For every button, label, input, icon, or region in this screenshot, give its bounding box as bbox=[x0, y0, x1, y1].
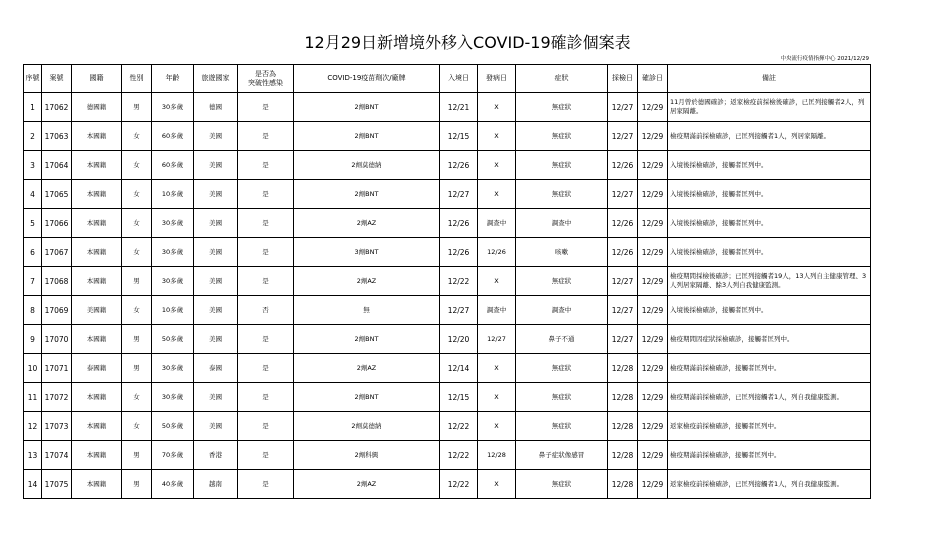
cell-age: 30多歲 bbox=[152, 267, 194, 296]
cell-sample: 12/26 bbox=[608, 209, 638, 238]
table-row bbox=[24, 325, 871, 354]
table-row bbox=[24, 412, 871, 441]
cell-nationality: 美國籍 bbox=[72, 296, 122, 325]
cell-age: 40多歲 bbox=[152, 470, 194, 499]
cell-breakthrough: 是 bbox=[238, 238, 294, 267]
cell-case: 17066 bbox=[42, 209, 72, 238]
cell-onset: 12/26 bbox=[478, 238, 516, 267]
cell-onset: 12/28 bbox=[478, 441, 516, 470]
cell-symptom: 無症狀 bbox=[516, 93, 608, 122]
cell-sex: 男 bbox=[122, 441, 152, 470]
cell-symptom: 鼻子不通 bbox=[516, 325, 608, 354]
cell-no: 13 bbox=[24, 441, 42, 470]
cell-no: 4 bbox=[24, 180, 42, 209]
cell-no: 2 bbox=[24, 122, 42, 151]
cell-no: 12 bbox=[24, 412, 42, 441]
cell-vaccine: 2劑科興 bbox=[294, 441, 440, 470]
cell-note: 入境後採檢確診，接觸者匡列中。 bbox=[668, 296, 871, 325]
cell-symptom: 無症狀 bbox=[516, 267, 608, 296]
cell-vaccine: 2劑BNT bbox=[294, 383, 440, 412]
cell-note: 11月曾於德國確診；返家檢疫前採檢後確診，已匡列接觸者2人，列居家隔離。 bbox=[668, 93, 871, 122]
table-row bbox=[24, 441, 871, 470]
cell-country: 美國 bbox=[194, 180, 238, 209]
cell-sample: 12/26 bbox=[608, 151, 638, 180]
table-row bbox=[24, 151, 871, 180]
cell-entry: 12/20 bbox=[440, 325, 478, 354]
cell-entry: 12/26 bbox=[440, 151, 478, 180]
case-table-header bbox=[24, 65, 871, 93]
cell-sample: 12/27 bbox=[608, 296, 638, 325]
cell-vaccine: 2劑AZ bbox=[294, 267, 440, 296]
cell-nationality: 本國籍 bbox=[72, 209, 122, 238]
cell-vaccine: 2劑AZ bbox=[294, 209, 440, 238]
cell-symptom: 調查中 bbox=[516, 296, 608, 325]
col-header-vaccine: COVID-19疫苗劑次/廠牌 bbox=[294, 65, 440, 93]
cell-symptom: 咳嗽 bbox=[516, 238, 608, 267]
cell-age: 60多歲 bbox=[152, 122, 194, 151]
cell-onset: X bbox=[478, 180, 516, 209]
cell-symptom: 無症狀 bbox=[516, 412, 608, 441]
cell-entry: 12/21 bbox=[440, 93, 478, 122]
cell-no: 8 bbox=[24, 296, 42, 325]
cell-case: 17070 bbox=[42, 325, 72, 354]
table-row bbox=[24, 180, 871, 209]
col-header-case: 案號 bbox=[42, 65, 72, 93]
cell-country: 美國 bbox=[194, 412, 238, 441]
cell-vaccine: 2劑莫德納 bbox=[294, 151, 440, 180]
cell-sample: 12/27 bbox=[608, 325, 638, 354]
cell-vaccine: 2劑AZ bbox=[294, 354, 440, 383]
cell-confirmed: 12/29 bbox=[638, 238, 668, 267]
cell-confirmed: 12/29 bbox=[638, 441, 668, 470]
cell-confirmed: 12/29 bbox=[638, 93, 668, 122]
cell-no: 11 bbox=[24, 383, 42, 412]
col-header-symptom: 症狀 bbox=[516, 65, 608, 93]
cell-onset: X bbox=[478, 151, 516, 180]
cell-note: 返家檢疫前採檢確診，已匡列接觸者1人，列自我健康監測。 bbox=[668, 470, 871, 499]
cell-entry: 12/22 bbox=[440, 470, 478, 499]
cell-no: 5 bbox=[24, 209, 42, 238]
cell-entry: 12/22 bbox=[440, 267, 478, 296]
cell-age: 30多歲 bbox=[152, 238, 194, 267]
cell-breakthrough: 是 bbox=[238, 441, 294, 470]
cell-country: 美國 bbox=[194, 238, 238, 267]
cell-note: 返家檢疫前採檢確診，接觸者匡列中。 bbox=[668, 412, 871, 441]
cell-sample: 12/28 bbox=[608, 470, 638, 499]
cell-age: 30多歲 bbox=[152, 93, 194, 122]
cell-sex: 女 bbox=[122, 122, 152, 151]
col-header-breakthrough: 是否為 突破性感染 bbox=[238, 65, 294, 93]
cell-breakthrough: 是 bbox=[238, 180, 294, 209]
table-row bbox=[24, 383, 871, 412]
cell-sex: 女 bbox=[122, 238, 152, 267]
cell-vaccine: 2劑BNT bbox=[294, 122, 440, 151]
col-header-onset: 發病日 bbox=[478, 65, 516, 93]
cell-symptom: 無症狀 bbox=[516, 470, 608, 499]
cell-no: 10 bbox=[24, 354, 42, 383]
cell-breakthrough: 是 bbox=[238, 325, 294, 354]
cell-sex: 女 bbox=[122, 151, 152, 180]
cell-country: 美國 bbox=[194, 122, 238, 151]
cell-country: 德國 bbox=[194, 93, 238, 122]
cell-sample: 12/27 bbox=[608, 267, 638, 296]
cell-nationality: 本國籍 bbox=[72, 151, 122, 180]
cell-case: 17075 bbox=[42, 470, 72, 499]
cell-case: 17064 bbox=[42, 151, 72, 180]
cell-country: 泰國 bbox=[194, 354, 238, 383]
cell-entry: 12/15 bbox=[440, 122, 478, 151]
col-header-sex: 性別 bbox=[122, 65, 152, 93]
cell-onset: X bbox=[478, 470, 516, 499]
cell-confirmed: 12/29 bbox=[638, 470, 668, 499]
cell-breakthrough: 是 bbox=[238, 93, 294, 122]
cell-sex: 男 bbox=[122, 325, 152, 354]
cell-case: 17067 bbox=[42, 238, 72, 267]
cell-breakthrough: 是 bbox=[238, 267, 294, 296]
cell-country: 美國 bbox=[194, 209, 238, 238]
cell-case: 17062 bbox=[42, 93, 72, 122]
table-row bbox=[24, 122, 871, 151]
cell-age: 50多歲 bbox=[152, 412, 194, 441]
cell-onset: 調查中 bbox=[478, 209, 516, 238]
cell-case: 17063 bbox=[42, 122, 72, 151]
cell-breakthrough: 是 bbox=[238, 151, 294, 180]
cell-entry: 12/26 bbox=[440, 238, 478, 267]
cell-sex: 男 bbox=[122, 354, 152, 383]
cell-note: 入境後採檢確診，接觸者匡列中。 bbox=[668, 209, 871, 238]
cell-sample: 12/28 bbox=[608, 412, 638, 441]
col-header-country: 旅遊國家 bbox=[194, 65, 238, 93]
table-row bbox=[24, 354, 871, 383]
cell-confirmed: 12/29 bbox=[638, 383, 668, 412]
cell-vaccine: 2劑BNT bbox=[294, 180, 440, 209]
cell-breakthrough: 是 bbox=[238, 383, 294, 412]
cell-age: 30多歲 bbox=[152, 383, 194, 412]
cell-age: 30多歲 bbox=[152, 209, 194, 238]
cell-sex: 女 bbox=[122, 180, 152, 209]
col-header-entry: 入境日 bbox=[440, 65, 478, 93]
cell-no: 14 bbox=[24, 470, 42, 499]
cell-sex: 男 bbox=[122, 267, 152, 296]
cell-symptom: 調查中 bbox=[516, 209, 608, 238]
cell-entry: 12/15 bbox=[440, 383, 478, 412]
case-table-body bbox=[24, 93, 871, 499]
cell-case: 17065 bbox=[42, 180, 72, 209]
table-row bbox=[24, 209, 871, 238]
cell-case: 17068 bbox=[42, 267, 72, 296]
case-table bbox=[23, 64, 871, 499]
cell-no: 1 bbox=[24, 93, 42, 122]
cell-age: 10多歲 bbox=[152, 180, 194, 209]
cell-onset: 調查中 bbox=[478, 296, 516, 325]
cell-country: 美國 bbox=[194, 383, 238, 412]
cell-confirmed: 12/29 bbox=[638, 267, 668, 296]
cell-onset: X bbox=[478, 93, 516, 122]
cell-confirmed: 12/29 bbox=[638, 151, 668, 180]
cell-sex: 女 bbox=[122, 296, 152, 325]
table-row bbox=[24, 470, 871, 499]
source-note: 中央流行疫情指揮中心 2021/12/29 bbox=[780, 56, 869, 62]
cell-sample: 12/27 bbox=[608, 122, 638, 151]
cell-sex: 男 bbox=[122, 470, 152, 499]
cell-case: 17071 bbox=[42, 354, 72, 383]
cell-sample: 12/27 bbox=[608, 93, 638, 122]
cell-breakthrough: 是 bbox=[238, 122, 294, 151]
cell-breakthrough: 是 bbox=[238, 412, 294, 441]
cell-age: 10多歲 bbox=[152, 296, 194, 325]
cell-breakthrough: 否 bbox=[238, 296, 294, 325]
cell-onset: X bbox=[478, 383, 516, 412]
table-row bbox=[24, 93, 871, 122]
cell-confirmed: 12/29 bbox=[638, 209, 668, 238]
cell-country: 香港 bbox=[194, 441, 238, 470]
cell-symptom: 無症狀 bbox=[516, 122, 608, 151]
cell-confirmed: 12/29 bbox=[638, 354, 668, 383]
cell-entry: 12/22 bbox=[440, 412, 478, 441]
cell-nationality: 本國籍 bbox=[72, 325, 122, 354]
cell-vaccine: 無 bbox=[294, 296, 440, 325]
header-row bbox=[24, 65, 871, 93]
cell-case: 17072 bbox=[42, 383, 72, 412]
cell-confirmed: 12/29 bbox=[638, 122, 668, 151]
table-row bbox=[24, 267, 871, 296]
cell-case: 17074 bbox=[42, 441, 72, 470]
cell-note: 檢疫期滿前採檢確診，已匡列接觸者1人，列自我健康監測。 bbox=[668, 383, 871, 412]
cell-note: 檢疫期滿前採檢確診，接觸者匡列中。 bbox=[668, 441, 871, 470]
cell-age: 70多歲 bbox=[152, 441, 194, 470]
col-header-age: 年齡 bbox=[152, 65, 194, 93]
cell-entry: 12/14 bbox=[440, 354, 478, 383]
cell-country: 美國 bbox=[194, 296, 238, 325]
cell-note: 檢疫期間採檢後確診；已匡列接觸者19人，13人列自主健康管理、3人列居家隔離、餘3人列自我健康監測。 bbox=[668, 267, 871, 296]
cell-sample: 12/28 bbox=[608, 441, 638, 470]
col-header-confirmed: 確診日 bbox=[638, 65, 668, 93]
cell-entry: 12/27 bbox=[440, 296, 478, 325]
table-row bbox=[24, 238, 871, 267]
cell-nationality: 本國籍 bbox=[72, 238, 122, 267]
cell-vaccine: 2劑BNT bbox=[294, 93, 440, 122]
cell-breakthrough: 是 bbox=[238, 209, 294, 238]
cell-nationality: 本國籍 bbox=[72, 441, 122, 470]
col-header-sample: 採檢日 bbox=[608, 65, 638, 93]
cell-onset: X bbox=[478, 354, 516, 383]
cell-symptom: 無症狀 bbox=[516, 354, 608, 383]
cell-country: 美國 bbox=[194, 151, 238, 180]
cell-confirmed: 12/29 bbox=[638, 325, 668, 354]
cell-symptom: 無症狀 bbox=[516, 383, 608, 412]
cell-sample: 12/26 bbox=[608, 238, 638, 267]
cell-country: 美國 bbox=[194, 267, 238, 296]
document-title: 12月29日新增境外移入COVID-19確診個案表 bbox=[304, 33, 631, 52]
cell-sample: 12/28 bbox=[608, 383, 638, 412]
cell-nationality: 本國籍 bbox=[72, 180, 122, 209]
cell-nationality: 本國籍 bbox=[72, 267, 122, 296]
cell-vaccine: 2劑BNT bbox=[294, 325, 440, 354]
cell-no: 9 bbox=[24, 325, 42, 354]
cell-note: 入境後採檢確診，接觸者匡列中。 bbox=[668, 238, 871, 267]
cell-breakthrough: 是 bbox=[238, 354, 294, 383]
cell-vaccine: 3劑BNT bbox=[294, 238, 440, 267]
cell-sex: 男 bbox=[122, 93, 152, 122]
cell-no: 6 bbox=[24, 238, 42, 267]
col-header-no: 序號 bbox=[24, 65, 42, 93]
cell-sex: 女 bbox=[122, 209, 152, 238]
cell-note: 入境後採檢確診，接觸者匡列中。 bbox=[668, 180, 871, 209]
cell-note: 檢疫期間因症狀採檢確診，接觸者匡列中。 bbox=[668, 325, 871, 354]
cell-nationality: 本國籍 bbox=[72, 470, 122, 499]
cell-nationality: 本國籍 bbox=[72, 122, 122, 151]
cell-entry: 12/27 bbox=[440, 180, 478, 209]
cell-age: 30多歲 bbox=[152, 354, 194, 383]
cell-sample: 12/28 bbox=[608, 354, 638, 383]
cell-symptom: 無症狀 bbox=[516, 180, 608, 209]
cell-age: 60多歲 bbox=[152, 151, 194, 180]
cell-nationality: 泰國籍 bbox=[72, 354, 122, 383]
cell-note: 檢疫期滿前採檢確診，接觸者匡列中。 bbox=[668, 354, 871, 383]
cell-vaccine: 2劑AZ bbox=[294, 470, 440, 499]
cell-sex: 女 bbox=[122, 412, 152, 441]
cell-entry: 12/22 bbox=[440, 441, 478, 470]
cell-onset: X bbox=[478, 122, 516, 151]
cell-note: 入境後採檢確診，接觸者匡列中。 bbox=[668, 151, 871, 180]
cell-confirmed: 12/29 bbox=[638, 180, 668, 209]
cell-breakthrough: 是 bbox=[238, 470, 294, 499]
cell-country: 越南 bbox=[194, 470, 238, 499]
cell-confirmed: 12/29 bbox=[638, 412, 668, 441]
col-header-note: 備註 bbox=[668, 65, 871, 93]
cell-onset: X bbox=[478, 267, 516, 296]
cell-note: 檢疫期滿前採檢確診，已匡列接觸者1人，列居家隔離。 bbox=[668, 122, 871, 151]
cell-case: 17069 bbox=[42, 296, 72, 325]
cell-no: 3 bbox=[24, 151, 42, 180]
cell-onset: X bbox=[478, 412, 516, 441]
cell-nationality: 德國籍 bbox=[72, 93, 122, 122]
cell-sex: 女 bbox=[122, 383, 152, 412]
cell-case: 17073 bbox=[42, 412, 72, 441]
cell-sample: 12/27 bbox=[608, 180, 638, 209]
table-row bbox=[24, 296, 871, 325]
col-header-nationality: 國籍 bbox=[72, 65, 122, 93]
cell-country: 美國 bbox=[194, 325, 238, 354]
cell-nationality: 本國籍 bbox=[72, 412, 122, 441]
cell-entry: 12/26 bbox=[440, 209, 478, 238]
cell-symptom: 鼻子症狀像感冒 bbox=[516, 441, 608, 470]
cell-age: 50多歲 bbox=[152, 325, 194, 354]
cell-no: 7 bbox=[24, 267, 42, 296]
cell-vaccine: 2劑莫德納 bbox=[294, 412, 440, 441]
cell-confirmed: 12/29 bbox=[638, 296, 668, 325]
cell-nationality: 本國籍 bbox=[72, 383, 122, 412]
cell-symptom: 無症狀 bbox=[516, 151, 608, 180]
cell-onset: 12/27 bbox=[478, 325, 516, 354]
